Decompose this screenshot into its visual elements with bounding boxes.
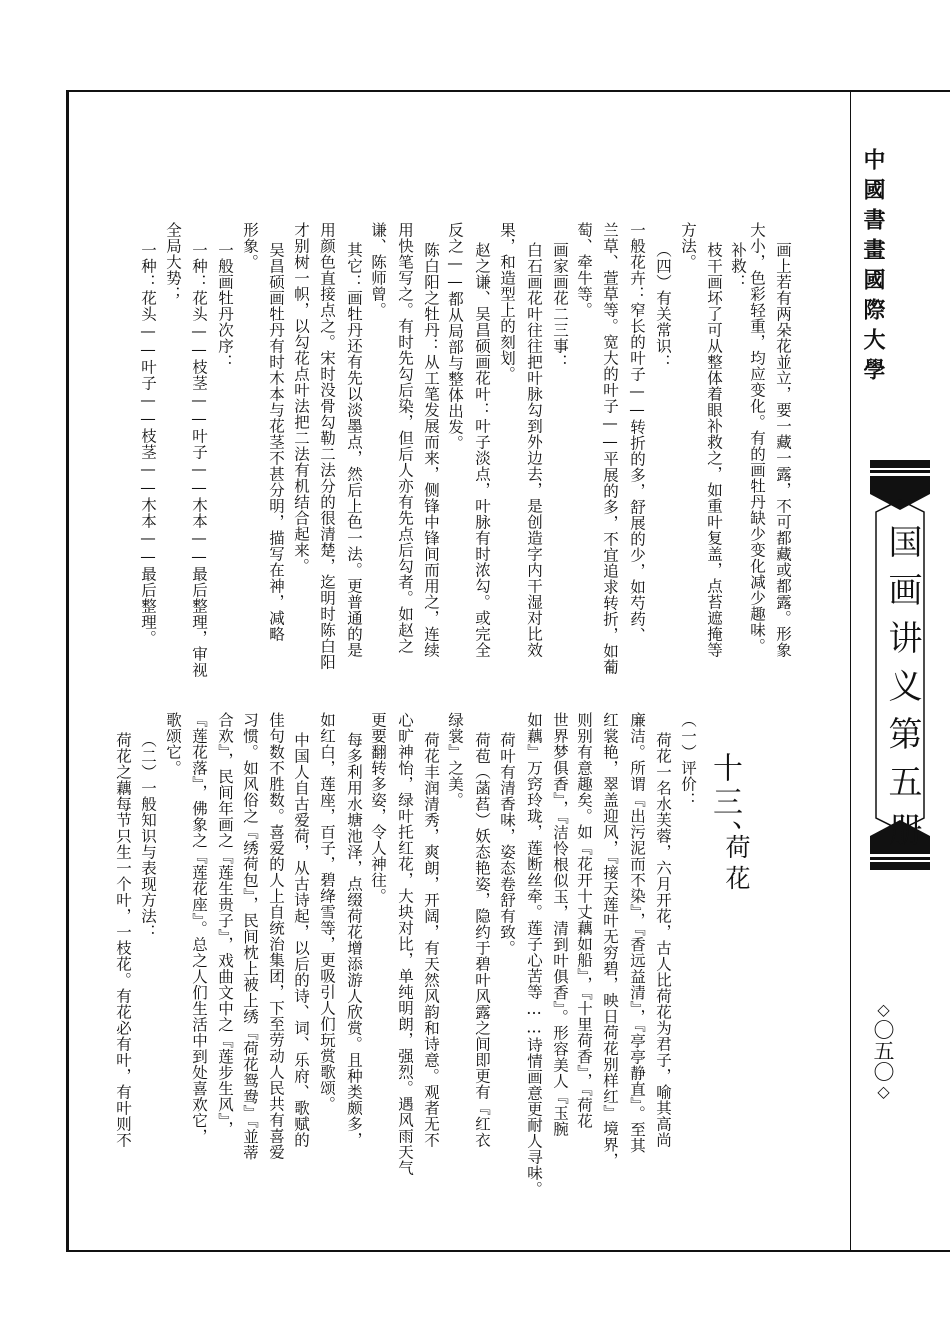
lesson-title: 十三、 — [707, 752, 742, 854]
text-column: 中国人自古爱荷，从古诗起，以后的诗、词、乐府、歌赋的 — [292, 732, 310, 1148]
text-column: 谦、陈师曾。 — [369, 222, 387, 318]
text-column: 则别有意趣矣。如『花开十丈藕如船』，『十里荷香』，『荷花 — [575, 712, 593, 1129]
text-column: 歌颂它。 — [164, 712, 182, 776]
text-column: 补救： — [729, 242, 747, 290]
text-column: 荷苞（菡萏）妖态艳姿，隐约于碧叶风露之间即更有『红衣 — [473, 732, 491, 1148]
text-column: 兰草、萱草等。宽大的叶子——平展的多，不宜追求转折，如葡 — [601, 222, 619, 675]
text-column: 廉洁。所谓『出污泥而不染』，『香远益清』，『亭亭静直』。至其 — [628, 712, 646, 1154]
page-number-right-diamond: ◇ — [874, 1082, 893, 1101]
text-column: 一般画牡丹次序： — [216, 242, 234, 370]
text-column: 心旷神怡，绿叶托红花，大块对比，单纯明朗，强烈。遇风雨天气 — [396, 712, 414, 1176]
text-column: 绿裳』之美。 — [446, 712, 464, 808]
page-number-left-diamond: ◇ — [874, 1000, 893, 1019]
text-column: （二）一般知识与表现方法： — [139, 732, 157, 940]
text-column: 佳句数不胜数。喜爱的人上自统治集团，下至劳动人民共有喜爱 — [267, 712, 285, 1160]
text-column: 习惯。如风俗之『绣荷包』，民间枕上被上绣『荷花鸳鸯』『並蒂 — [241, 712, 259, 1161]
text-column: 方法。 — [679, 222, 697, 270]
university-name: 中國書畫國際大學 — [860, 148, 886, 388]
text-column: 世界梦俱香』，『洁怜根似玉，清到叶俱香』。形容美人『玉腕 — [551, 712, 569, 1137]
text-column: 合欢』，民间年画之『莲生贵子』，戏曲文中之『莲步生风』， — [216, 712, 234, 1137]
text-column: 反之——都从局部与整体出发。 — [446, 222, 464, 451]
text-column: 如藕』万窍玲珑，莲断丝牵。莲子心苦等……诗情画意更耐人寻味。 — [525, 712, 543, 1197]
text-column: 才别树一帜，以勾花点叶法把二法有机结合起来。 — [292, 222, 310, 574]
text-column: 荷花一名水芙蓉，六月开花，古人比荷花为君子，喻其高尚 — [654, 732, 672, 1148]
text-column: 如红白，莲座，百子，碧绛雪等，更吸引人们玩赏歌颂。 — [318, 712, 336, 1112]
text-column: 用颜色直接点之。宋时没骨勾勒二法分的很清楚，迄明时陈白阳 — [318, 222, 336, 670]
sidebar-divider — [850, 90, 851, 1252]
text-column: 一种：花头——枝茎——叶子——木本——最后整理，审视 — [190, 242, 208, 678]
text-column: 荷花之藕每节只生一个叶，一枝花。有花必有叶，有叶则不 — [114, 732, 132, 1148]
lesson-subject: 荷花 — [722, 834, 751, 896]
text-column: 用快笔写之。有时先勾后染，但后人亦有先点后勾者。如赵之 — [396, 222, 414, 654]
text-column: 吴昌硕画牡丹有时木本与花茎不甚分明，描写在神，减略 — [267, 242, 285, 642]
text-column: 一般花卉：窄长的叶子——转折的多，舒展的少，如芍药、 — [628, 222, 646, 643]
text-column: 每多利用水塘池泽，点缀荷花增添游人欣赏。且种类颇多， — [345, 732, 363, 1148]
text-column: 红裳艳，翠盖迎风，『接天莲叶无穷碧，映日荷花别样红』境界， — [601, 712, 619, 1169]
text-column: 枝干画坏了可从整体着眼补救之，如重叶复盖，点苔遮掩等 — [705, 242, 723, 658]
text-column: 荷花丰润清秀，爽朗，开阔，有天然风韵和诗意。观者无不 — [422, 732, 440, 1148]
text-column: 赵之谦、吴昌硕画花叶：叶子淡点，叶脉有时浓勾。或完全 — [473, 242, 491, 658]
series-title: 国画讲义第五册 — [882, 524, 922, 860]
text-column: 大小，色彩轻重，均应变化。有的画牡丹缺少变化减少趣味。 — [748, 222, 766, 654]
page-number-block — [868, 1000, 898, 1101]
text-column: 形象。 — [241, 222, 259, 270]
text-column: 『莲花落』，佛象之『莲花座』。总之人们生活中到处喜欢它， — [190, 712, 208, 1145]
text-column: 画家画花二三事： — [551, 242, 569, 370]
text-column: 荷叶有清香味，姿态卷舒有致。 — [498, 732, 516, 956]
text-column: 一种：花头——叶子——枝茎——木本——最后整理。 — [139, 242, 157, 646]
text-column: （四）有关常识： — [654, 242, 672, 370]
text-column: 其它：画牡丹还有先以淡墨点，然后上色一法。更普通的是 — [345, 242, 363, 658]
text-column: 更要翻转多姿，令人神往。 — [369, 712, 387, 904]
text-column: 萄、牵牛等。 — [575, 222, 593, 318]
text-column: 果，和造型上的刻划。 — [498, 222, 516, 382]
text-column: 全局大势； — [164, 222, 182, 302]
text-column: 陈白阳之牡丹：从工笔发展而来，侧锋中锋间而用之，连续 — [422, 242, 440, 658]
text-column: 白石画花叶往往把叶脉勾到外边去，是创造字内干湿对比效 — [525, 242, 543, 658]
page-number: 〇五〇 — [871, 1019, 895, 1082]
text-column: （一）评价： — [679, 712, 697, 808]
text-column: 画上若有两朵花並立，要一藏一露，不可都藏或都露。形象 — [774, 242, 792, 658]
